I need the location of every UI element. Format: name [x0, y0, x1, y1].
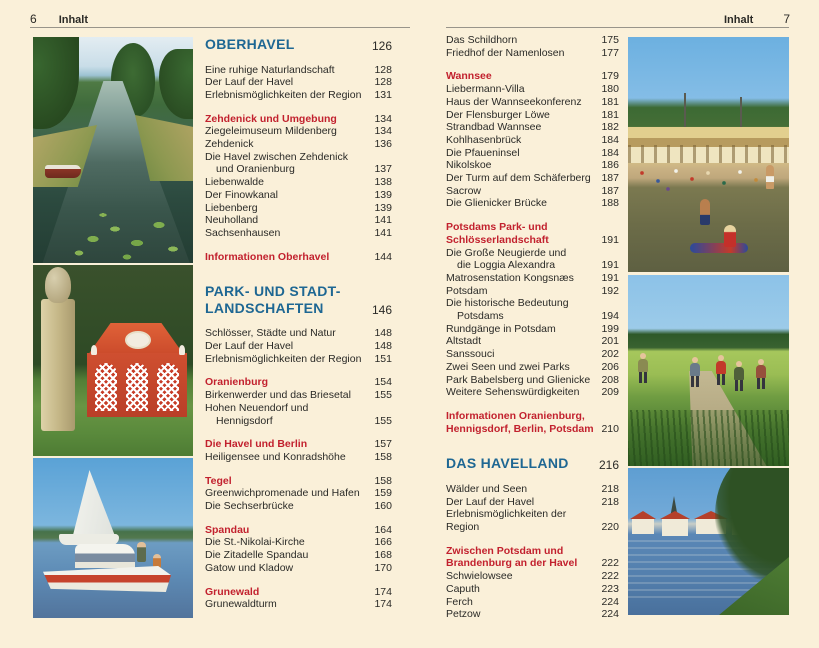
- red-garden-pavilion-with-statue-photo: [33, 265, 193, 456]
- toc-entry-page-number: 168: [374, 549, 392, 562]
- toc-entry-page-number: 222: [601, 557, 619, 570]
- toc-entry-label: Strandbad Wannsee: [446, 121, 542, 134]
- toc-item-entry[interactable]: [205, 202, 392, 215]
- toc-entry-label: Die Zitadelle Spandau: [205, 549, 309, 562]
- toc-item-entry[interactable]: [446, 96, 619, 109]
- village-house: [662, 518, 688, 536]
- toc-entry-label: Park Babelsberg und Glienicke: [446, 373, 591, 386]
- toc-entry-label: Wannsee: [446, 70, 492, 83]
- toc-item-entry[interactable]: [205, 451, 392, 464]
- toc-entry-page-number: 187: [601, 184, 619, 197]
- toc-entry-label: Zwei Seen und zwei Parks: [446, 360, 570, 373]
- toc-item-entry[interactable]: [205, 353, 392, 366]
- toc-section-entry[interactable]: [205, 251, 392, 264]
- toc-entry-label: Informationen Oranienburg, Hennigsdorf, Berlin, Potsdam: [446, 409, 594, 435]
- toc-entry-label: Eine ruhige Naturlandschaft: [205, 63, 335, 76]
- toc-item-entry[interactable]: [446, 583, 619, 596]
- toc-item-entry[interactable]: [205, 89, 392, 102]
- toc-entry-page-number: 155: [374, 414, 392, 427]
- toc-entry-page-number: 128: [374, 63, 392, 76]
- left-header-title: Inhalt: [58, 14, 89, 26]
- toc-entry-page-number: 151: [374, 352, 392, 365]
- lattice-door: [157, 363, 179, 411]
- toc-item-entry[interactable]: [446, 121, 619, 134]
- toc-item-entry[interactable]: [446, 323, 619, 336]
- toc-item-entry[interactable]: [205, 327, 392, 340]
- toc-entry-label: Die Glienicker Brücke: [446, 197, 547, 210]
- toc-entry-page-number: 141: [374, 226, 392, 239]
- canal-with-water-lilies-photo: [33, 37, 193, 263]
- toc-section-entry[interactable]: [446, 545, 619, 570]
- toc-item-entry[interactable]: [446, 83, 619, 96]
- roof-medallion: [125, 331, 151, 349]
- toc-entry-page-number: 175: [601, 34, 619, 46]
- toc-section-entry[interactable]: [205, 438, 392, 451]
- toc-entry-label: PARK- UND STADT- LANDSCHAFTEN: [205, 283, 341, 316]
- toc-entry-page-number: 181: [601, 108, 619, 121]
- toc-item-entry[interactable]: [205, 549, 392, 562]
- tree-foliage: [33, 37, 79, 129]
- toc-item-entry[interactable]: [446, 197, 619, 210]
- toc-entry-label: Tegel: [205, 474, 232, 487]
- toc-entry-page-number: 224: [601, 595, 619, 608]
- toc-entry-label: Sachsenhausen: [205, 226, 281, 239]
- toc-entry-label: Potsdam: [446, 284, 488, 297]
- building-colonnade: [628, 145, 789, 163]
- toc-entry-page-number: 191: [601, 271, 619, 284]
- toc-section-entry[interactable]: [446, 221, 619, 246]
- toc-entry-page-number: 148: [374, 327, 392, 340]
- small-boat: [45, 165, 81, 178]
- child-in-water: [700, 199, 710, 225]
- toc-entry-label: Liebermann-Villa: [446, 83, 525, 96]
- toc-entry-label: Der Turm auf dem Schäferberg: [446, 172, 591, 185]
- toc-entry-label: Spandau: [205, 523, 250, 536]
- hiker: [756, 359, 766, 391]
- toc-column-left: [205, 36, 392, 611]
- toc-entry-label: Kohlhasenbrück: [446, 133, 522, 146]
- toc-item-entry[interactable]: [446, 386, 619, 399]
- toc-entry-page-number: 201: [601, 335, 619, 348]
- toc-entry-page-number: 188: [601, 197, 619, 210]
- toc-section-entry[interactable]: [205, 524, 392, 537]
- toc-item-entry[interactable]: [446, 596, 619, 609]
- right-header-title: Inhalt: [723, 14, 754, 26]
- toc-entry-label: Ziegeleimuseum Mildenberg: [205, 125, 337, 138]
- toc-item-entry[interactable]: [205, 176, 392, 189]
- toc-entry-page-number: 187: [601, 172, 619, 185]
- toc-entry-label: Oranienburg: [205, 376, 269, 389]
- toc-entry-page-number: 131: [374, 88, 392, 101]
- toc-item-entry[interactable]: [205, 64, 392, 77]
- toc-entry-label: Die historische Bedeutung Potsdams: [446, 297, 569, 323]
- toc-entry-page-number: 186: [601, 159, 619, 172]
- toc-chapter-entry[interactable]: [205, 36, 392, 53]
- flag-pole: [740, 97, 742, 129]
- toc-entry-page-number: 126: [371, 38, 392, 53]
- toc-item-entry[interactable]: [205, 487, 392, 500]
- toc-entry-page-number: 184: [601, 133, 619, 146]
- toc-entry-page-number: 194: [601, 310, 619, 323]
- toc-entry-label: Liebenwalde: [205, 176, 264, 189]
- toc-entry-page-number: 180: [601, 83, 619, 96]
- toc-entry-label: Erlebnismöglichkeiten der Region: [446, 508, 567, 533]
- right-header-rule: [446, 27, 789, 28]
- toc-item-entry[interactable]: [446, 483, 619, 496]
- toc-section-entry[interactable]: [205, 113, 392, 126]
- toc-entry-label: Gatow und Kladow: [205, 561, 294, 574]
- toc-chapter-entry[interactable]: [446, 455, 619, 472]
- foreground-grass: [628, 410, 789, 466]
- toc-item-entry[interactable]: [446, 109, 619, 122]
- toc-entry-page-number: 199: [601, 322, 619, 335]
- toc-item-entry[interactable]: [446, 570, 619, 583]
- toc-entry-label: Liebenberg: [205, 201, 258, 214]
- toc-item-entry[interactable]: [446, 496, 619, 509]
- right-page-header: [724, 12, 790, 26]
- toc-item-entry[interactable]: [205, 76, 392, 89]
- bather: [766, 165, 774, 189]
- toc-entry-label: Ferch: [446, 595, 473, 608]
- toc-entry-label: Sacrow: [446, 184, 482, 197]
- toc-entry-page-number: 146: [371, 302, 392, 317]
- toc-entry-page-number: 177: [601, 46, 619, 59]
- toc-chapter-entry[interactable]: [205, 283, 392, 316]
- toc-entry-label: Caputh: [446, 582, 480, 595]
- toc-entry-label: Die Havel und Berlin: [205, 438, 308, 451]
- toc-item-entry[interactable]: [446, 608, 619, 621]
- roof-pinnacle: [91, 345, 97, 355]
- toc-entry-label: Der Lauf der Havel: [205, 340, 294, 353]
- tree-foliage: [159, 49, 193, 119]
- sailboat-sail: [71, 470, 115, 536]
- toc-item-entry[interactable]: [205, 151, 392, 176]
- hiker: [638, 353, 648, 383]
- toc-entry-label: Zwischen Potsdam und Brandenburg an der Havel: [446, 544, 578, 570]
- toc-entry-label: Grunewaldturm: [205, 598, 277, 611]
- toc-entry-page-number: 174: [374, 598, 392, 611]
- toc-entry-page-number: 202: [601, 348, 619, 361]
- toc-entry-label: Potsdams Park- und Schlösserlandschaft: [446, 221, 549, 246]
- lattice-door: [126, 363, 148, 411]
- toc-entry-page-number: 218: [601, 482, 619, 495]
- toc-item-entry[interactable]: [446, 335, 619, 348]
- toc-item-entry[interactable]: [205, 138, 392, 151]
- toc-item-entry[interactable]: [446, 159, 619, 172]
- toc-entry-label: Informationen Oberhavel: [205, 250, 330, 263]
- toc-entry-page-number: 139: [374, 201, 392, 214]
- motorboat-cabin: [75, 544, 135, 568]
- boat-passenger: [153, 554, 161, 568]
- toc-entry-label: Birkenwerder und das Briesetal: [205, 389, 351, 402]
- toc-entry-page-number: 158: [374, 474, 392, 487]
- toc-entry-label: Die Havel zwischen Zehdenick und Oranienburg: [205, 150, 348, 176]
- toc-entry-label: DAS HAVELLAND: [446, 455, 569, 472]
- hiker: [734, 361, 744, 393]
- toc-entry-page-number: 160: [374, 500, 392, 513]
- toc-section-entry[interactable]: [205, 376, 392, 389]
- toc-entry-label: Die Pfaueninsel: [446, 146, 520, 159]
- toc-entry-page-number: 157: [374, 438, 392, 451]
- toc-entry-page-number: 210: [601, 422, 619, 435]
- toc-entry-label: Neuholland: [205, 214, 259, 227]
- toc-entry-page-number: 223: [601, 582, 619, 595]
- toc-entry-page-number: 218: [601, 495, 619, 508]
- toc-entry-page-number: 154: [374, 376, 392, 389]
- wannsee-lido-beach-photo: [628, 37, 789, 272]
- toc-item-entry[interactable]: [446, 361, 619, 374]
- lakeside-village-photo: [628, 468, 789, 615]
- toc-entry-label: Die Große Neugierde und die Loggia Alexandra: [446, 246, 567, 272]
- left-page-header: [30, 12, 88, 26]
- village-house: [632, 518, 654, 534]
- toc-item-entry[interactable]: [446, 508, 619, 533]
- toc-entry-page-number: 182: [601, 121, 619, 134]
- toc-item-entry[interactable]: [446, 34, 619, 47]
- toc-entry-page-number: 166: [374, 536, 392, 549]
- toc-entry-page-number: 136: [374, 138, 392, 151]
- hiker: [690, 357, 700, 387]
- toc-entry-page-number: 134: [374, 112, 392, 125]
- hiker: [716, 355, 726, 385]
- toc-entry-page-number: 148: [374, 340, 392, 353]
- toc-entry-page-number: 220: [601, 521, 619, 533]
- toc-entry-label: Friedhof der Namenlosen: [446, 46, 565, 59]
- left-header-rule: [30, 27, 410, 28]
- toc-entry-page-number: 184: [601, 146, 619, 159]
- toc-item-entry[interactable]: [205, 598, 392, 611]
- toc-item-entry[interactable]: [446, 272, 619, 285]
- toc-entry-label: Die Sechserbrücke: [205, 500, 294, 513]
- toc-item-entry[interactable]: [205, 227, 392, 240]
- toc-entry-label: Grunewald: [205, 585, 260, 598]
- hikers-in-meadow-photo: [628, 275, 789, 466]
- toc-entry-label: Greenwichpromenade und Hafen: [205, 487, 360, 500]
- toc-item-entry[interactable]: [205, 340, 392, 353]
- toc-item-entry[interactable]: [446, 172, 619, 185]
- toc-entry-page-number: 222: [601, 570, 619, 583]
- toc-item-entry[interactable]: [446, 285, 619, 298]
- stone-urn: [45, 267, 71, 303]
- toc-entry-page-number: 139: [374, 188, 392, 201]
- toc-item-entry[interactable]: [446, 185, 619, 198]
- toc-entry-page-number: 191: [601, 233, 619, 246]
- toc-entry-page-number: 224: [601, 608, 619, 621]
- left-page-number: 6: [30, 12, 37, 26]
- toc-entry-page-number: 137: [374, 163, 392, 176]
- toc-section-entry[interactable]: [446, 70, 619, 83]
- toc-entry-page-number: 155: [374, 389, 392, 402]
- toc-item-entry[interactable]: [446, 147, 619, 160]
- toc-entry-page-number: 209: [601, 386, 619, 399]
- toc-entry-label: Nikolskoe: [446, 159, 492, 172]
- toc-entry-label: Das Schildhorn: [446, 34, 518, 46]
- toc-item-entry[interactable]: [205, 536, 392, 549]
- toc-entry-page-number: 191: [601, 259, 619, 272]
- toc-item-entry[interactable]: [446, 348, 619, 361]
- toc-item-entry[interactable]: [446, 247, 619, 272]
- boat-passenger: [137, 542, 146, 562]
- toc-entry-page-number: 179: [601, 70, 619, 83]
- toc-entry-label: Schwielowsee: [446, 570, 513, 583]
- toc-entry-page-number: 144: [374, 250, 392, 263]
- toc-entry-page-number: 158: [374, 450, 392, 463]
- flag-pole: [684, 93, 686, 129]
- right-page-number: 7: [783, 12, 790, 26]
- toc-entry-page-number: 170: [374, 561, 392, 574]
- toc-entry-label: Schlösser, Städte und Natur: [205, 327, 336, 340]
- toc-entry-label: Wälder und Seen: [446, 482, 528, 495]
- toc-item-entry[interactable]: [446, 134, 619, 147]
- toc-entry-label: Der Finowkanal: [205, 188, 278, 201]
- toc-entry-page-number: 128: [374, 76, 392, 89]
- toc-entry-label: Petzow: [446, 608, 481, 621]
- toc-entry-label: Zehdenick: [205, 138, 254, 151]
- stone-pedestal: [41, 299, 75, 431]
- toc-entry-label: Die St.-Nikolai-Kirche: [205, 536, 305, 549]
- toc-entry-label: Hohen Neuendorf und Hennigsdorf: [205, 401, 309, 427]
- lattice-door: [95, 363, 117, 411]
- toc-entry-label: Matrosenstation Kongsnæs: [446, 271, 574, 284]
- toc-entry-label: Sanssouci: [446, 348, 495, 361]
- water-lily-pads: [33, 199, 193, 263]
- toc-section-entry[interactable]: [446, 410, 619, 435]
- toc-entry-page-number: 216: [598, 458, 619, 473]
- toc-item-entry[interactable]: [205, 125, 392, 138]
- toc-entry-page-number: 141: [374, 214, 392, 227]
- toc-entry-label: Weitere Sehenswürdigkeiten: [446, 386, 580, 399]
- beach-crowd: [628, 163, 789, 197]
- toc-entry-label: Altstadt: [446, 335, 482, 348]
- toc-item-entry[interactable]: [205, 214, 392, 227]
- toc-entry-page-number: 174: [374, 585, 392, 598]
- toc-entry-label: Erlebnismöglichkeiten der Region: [205, 352, 362, 365]
- toc-item-entry[interactable]: [446, 297, 619, 322]
- toc-item-entry[interactable]: [205, 500, 392, 513]
- toc-entry-page-number: 164: [374, 523, 392, 536]
- toc-item-entry[interactable]: [446, 374, 619, 387]
- child-on-board: [724, 225, 736, 247]
- toc-entry-label: Zehdenick und Umgebung: [205, 112, 337, 125]
- toc-entry-label: OBERHAVEL: [205, 36, 295, 52]
- toc-entry-page-number: 159: [374, 487, 392, 500]
- toc-item-entry[interactable]: [205, 189, 392, 202]
- toc-entry-label: Haus der Wannseekonferenz: [446, 95, 582, 108]
- toc-entry-page-number: 206: [601, 360, 619, 373]
- motorboat-hull: [43, 566, 171, 592]
- toc-entry-label: Rundgänge in Potsdam: [446, 322, 556, 335]
- toc-entry-page-number: 134: [374, 125, 392, 138]
- bodyboard: [690, 243, 748, 253]
- toc-item-entry[interactable]: [205, 389, 392, 402]
- toc-entry-page-number: 138: [374, 176, 392, 189]
- pavilion-facade: [87, 353, 187, 417]
- toc-entry-label: Der Lauf der Havel: [205, 76, 294, 89]
- roof-pinnacle: [179, 345, 185, 355]
- toc-section-entry[interactable]: [205, 475, 392, 488]
- toc-entry-page-number: 208: [601, 373, 619, 386]
- toc-item-entry[interactable]: [205, 562, 392, 575]
- toc-entry-page-number: 181: [601, 95, 619, 108]
- toc-entry-label: Der Flensburger Löwe: [446, 108, 550, 121]
- toc-entry-label: Der Lauf der Havel: [446, 495, 535, 508]
- toc-column-right: [446, 34, 619, 621]
- toc-entry-label: Heiligensee und Konradshöhe: [205, 450, 346, 463]
- toc-entry-page-number: 192: [601, 284, 619, 297]
- toc-item-entry[interactable]: [205, 402, 392, 427]
- toc-section-entry[interactable]: [205, 586, 392, 599]
- toc-entry-label: Erlebnismöglichkeiten der Region: [205, 88, 362, 101]
- toc-item-entry[interactable]: [446, 47, 619, 60]
- sailboat-and-motorboat-on-lake-photo: [33, 458, 193, 618]
